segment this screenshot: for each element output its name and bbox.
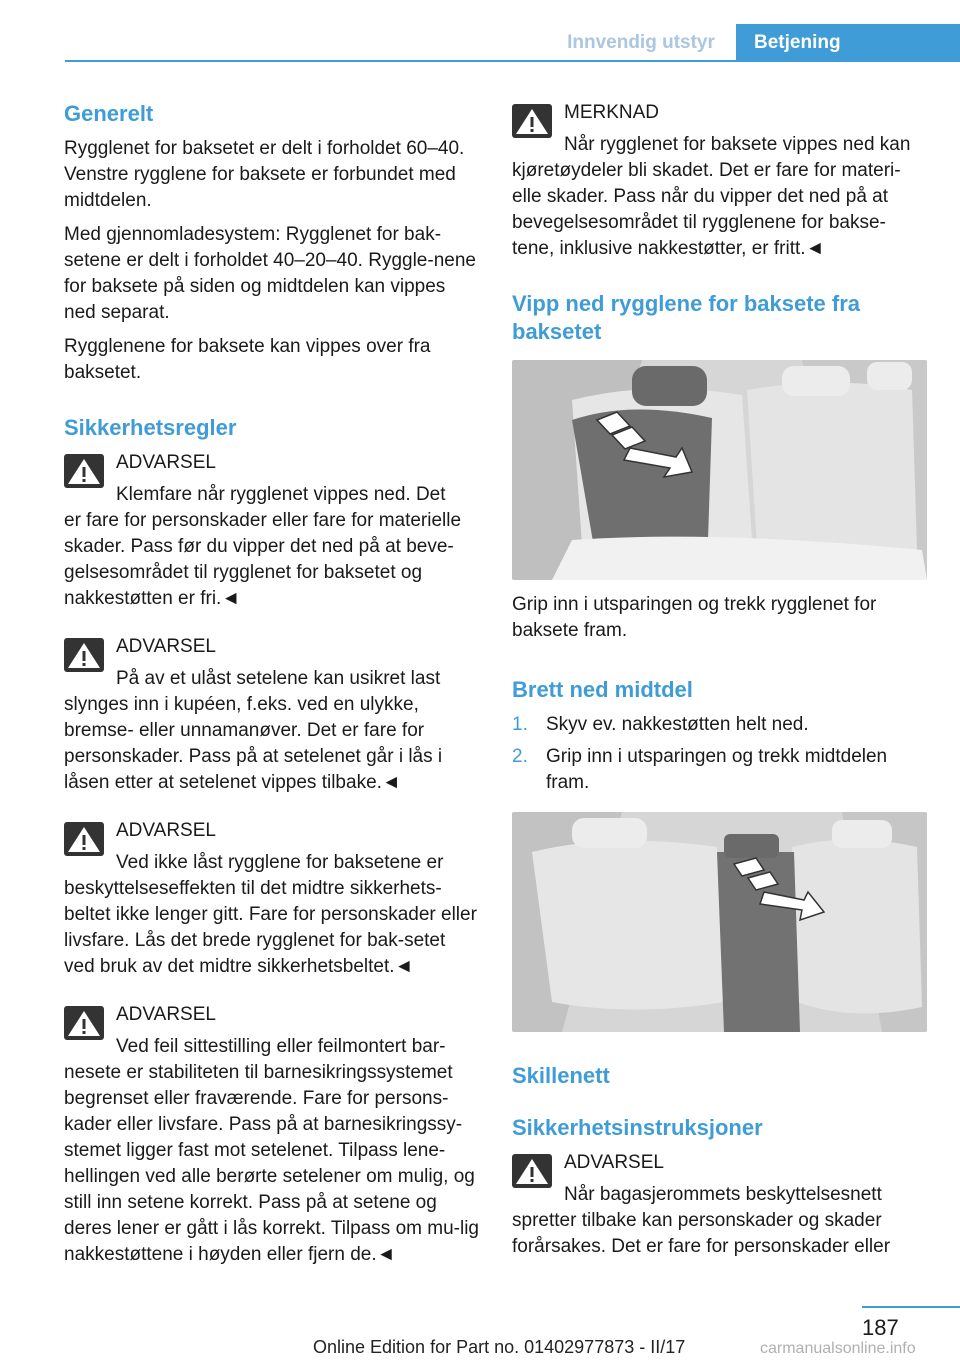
- paragraph: Med gjennomladesystem: Rygglenet for bak-setene er delt i forholdet 40–20–40. Ryggle-nene for baksete på siden og midtdelen kan vippes ned separat.: [64, 224, 476, 323]
- list-item: [512, 744, 927, 796]
- rear-seat-backrest-figure: [512, 360, 927, 580]
- warning-block: [64, 450, 479, 612]
- page-number: 187: [862, 1315, 899, 1340]
- heading-vipp-ned: Vipp ned rygglene for baksete fra baksetet: [512, 291, 861, 344]
- warning-first-line: På av et ulåst setelene kan usikret last: [116, 668, 441, 689]
- warning-title: ADVARSEL: [116, 820, 216, 841]
- notice-block: [512, 100, 927, 262]
- notice-title: MERKNAD: [564, 102, 660, 123]
- steps-list: [512, 712, 927, 796]
- heading-sikkerhetsinstruksjoner: Sikkerhetsinstruksjoner: [512, 1115, 763, 1140]
- watermark: carmanualsonline.info: [760, 1340, 916, 1357]
- footer-edition: Online Edition for Part no. 01402977873 - II/17: [313, 1337, 686, 1357]
- warning-triangle-icon: [64, 638, 104, 672]
- notice-text: kjøretøydeler bli skadet. Det er fare for materi-elle skader. Pass når du vipper det ned på at bevegelsesområdet til rygglenene for bakse-tene, inklusive nakkestøtter, er fritt.◄: [512, 160, 901, 259]
- warning-text: beskyttelseseffekten til det midtre sikkerhets-beltet ikke lenger gitt. Fare for personskader eller livsfare. Lås det brede rygglenet for bak-setet ved bruk av det midtre sikkerhetsbeltet.◄: [64, 878, 477, 977]
- warning-first-line: Ved ikke låst rygglene for baksetene er: [116, 852, 444, 873]
- warning-triangle-icon: [512, 104, 552, 138]
- right-column: [512, 100, 927, 1260]
- warning-block: [64, 818, 479, 980]
- warning-triangle-icon: [64, 454, 104, 488]
- list-item: [512, 712, 927, 738]
- left-column: [64, 100, 479, 1268]
- warning-block: [64, 1002, 479, 1268]
- notice-first-line: Når rygglenet for baksete vippes ned kan: [564, 134, 911, 155]
- center-section-figure: [512, 812, 927, 1032]
- warning-first-line: Klemfare når rygglenet vippes ned. Det: [116, 484, 446, 505]
- step-text: Skyv ev. nakkestøtten helt ned.: [546, 714, 809, 735]
- heading-brett-ned-midtdel: Brett ned midtdel: [512, 677, 693, 702]
- warning-text: spretter tilbake kan personskader og skader forårsakes. Det er fare for personskader eller: [512, 1210, 891, 1257]
- warning-text: nesete er stabiliteten til barnesikringssystemet begrenset eller fraværende. Fare for persons-kader eller livsfare. Pass på at barnesikringssy-stemet ligger fast mot setelenet. Tilpass lene-hellingen ved alle berørte setelener om mulig, og still inn setene korrekt. Pass på at setene og deres lener er gått i lås korrekt. Tilpass om mu-lig nakkestøttene i høyden eller fjern de.◄: [64, 1062, 479, 1265]
- step-number: 2.: [512, 746, 528, 767]
- warning-text: slynges inn i kupéen, f.eks. ved en ulykke, bremse- eller unnamanøver. Det er fare for personskader. Pass på at setelenet går i lås i låsen etter at setelenet vippes tilbake.◄: [64, 694, 443, 793]
- warning-first-line: Ved feil sittestilling eller feilmontert bar-: [116, 1036, 446, 1057]
- warning-block: [64, 634, 479, 796]
- warning-triangle-icon: [64, 822, 104, 856]
- paragraph: Rygglenene for baksete kan vippes over fra baksetet.: [64, 336, 431, 383]
- heading-sikkerhetsregler: Sikkerhetsregler: [64, 415, 237, 440]
- warning-title: ADVARSEL: [116, 636, 216, 657]
- warning-text: er fare for personskader eller fare for materielle skader. Pass før du vipper det ned på at beve-gelsesområdet til rygglenet for baksetet og nakkestøtten er fri.◄: [64, 510, 462, 609]
- header-rule: [65, 60, 960, 62]
- tab-betjening[interactable]: Betjening: [736, 24, 960, 62]
- warning-first-line: Når bagasjerommets beskyttelsesnett: [564, 1184, 882, 1205]
- step-text: Grip inn i utsparingen og trekk midtdelen fram.: [546, 746, 888, 793]
- warning-triangle-icon: [512, 1154, 552, 1188]
- heading-generelt: Generelt: [64, 101, 154, 126]
- figure-caption: Grip inn i utsparingen og trekk rygglenet for baksete fram.: [512, 594, 877, 641]
- warning-title: ADVARSEL: [116, 452, 216, 473]
- tab-innvendig-utstyr[interactable]: Innvendig utstyr: [567, 32, 715, 53]
- warning-block: [512, 1150, 927, 1260]
- footer-rule: [862, 1306, 960, 1308]
- warning-triangle-icon: [64, 1006, 104, 1040]
- warning-title: ADVARSEL: [564, 1152, 664, 1173]
- step-number: 1.: [512, 714, 528, 735]
- paragraph: Rygglenet for baksetet er delt i forholdet 60–40. Venstre rygglene for baksete er forbundet med midtdelen.: [64, 138, 465, 211]
- heading-skillenett: Skillenett: [512, 1063, 610, 1088]
- warning-title: ADVARSEL: [116, 1004, 216, 1025]
